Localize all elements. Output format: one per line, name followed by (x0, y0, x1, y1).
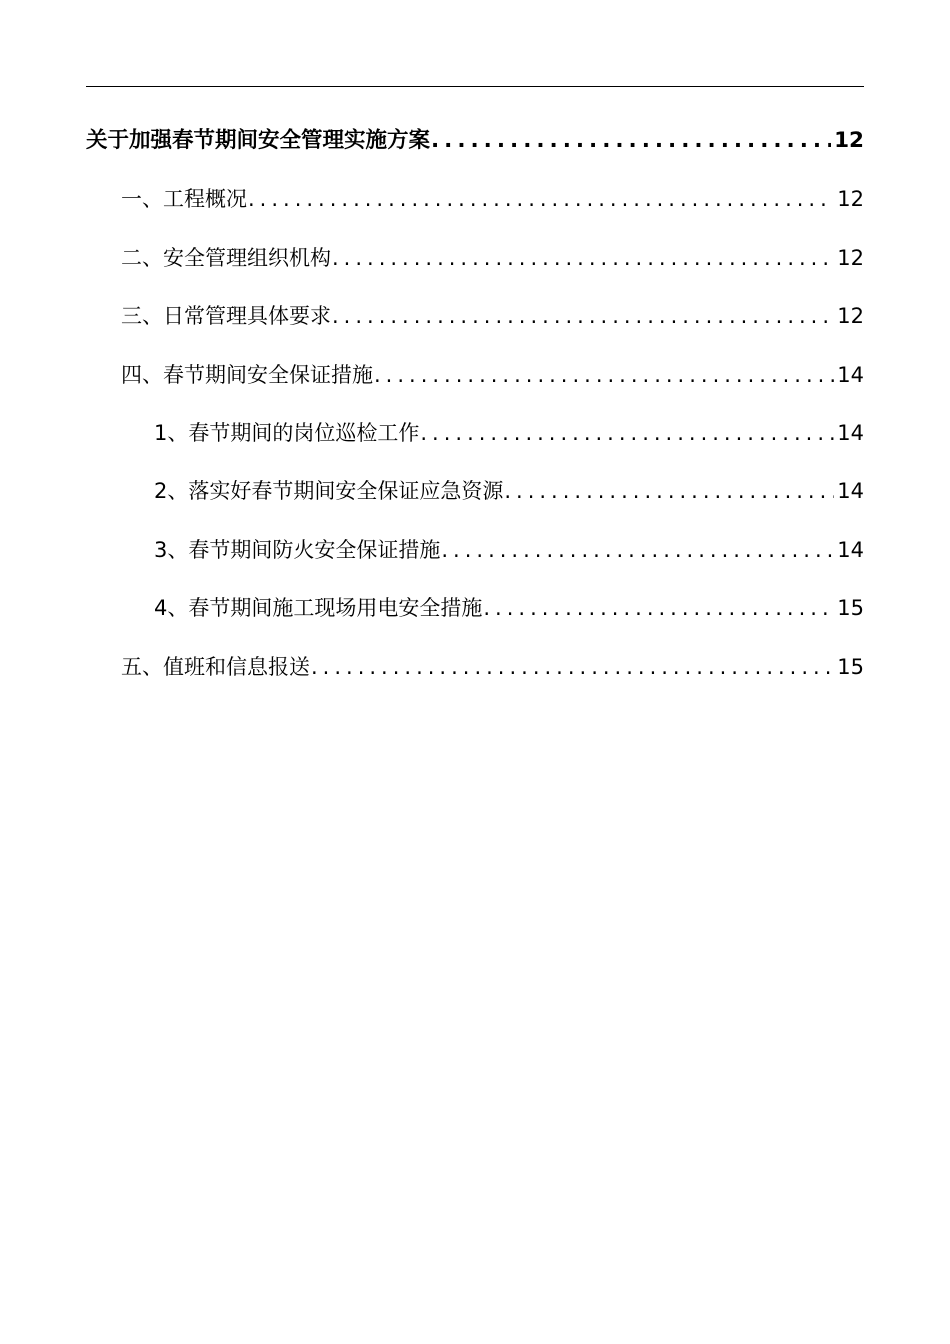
toc-entry[interactable] (86, 170, 864, 228)
toc-dot-leader (420, 404, 834, 462)
toc-entry[interactable] (86, 638, 864, 696)
toc-page-number: 14 (837, 479, 864, 504)
header-rule (86, 86, 864, 87)
toc-entry[interactable] (86, 579, 864, 637)
toc-page-number: 12 (837, 245, 864, 270)
toc-dot-leader (441, 521, 834, 579)
toc-entry-title: 四、春节期间安全保证措施 (121, 362, 373, 387)
toc-entry[interactable] (86, 462, 864, 520)
table-of-contents (86, 112, 864, 696)
toc-entry-title: 1、春节期间的岗位巡检工作 (154, 420, 420, 445)
toc-page-number: 12 (837, 304, 864, 329)
toc-dot-leader (332, 229, 834, 287)
toc-entry[interactable] (86, 521, 864, 579)
toc-page-number: 15 (837, 596, 864, 621)
toc-entry-title: 3、春节期间防火安全保证措施 (154, 537, 441, 562)
toc-dot-leader (374, 346, 834, 404)
toc-entry-title: 一、工程概况 (121, 187, 247, 212)
toc-entry[interactable] (86, 112, 864, 170)
toc-dot-leader (483, 579, 834, 637)
toc-entry[interactable] (86, 346, 864, 404)
toc-entry-title: 2、落实好春节期间安全保证应急资源 (154, 479, 504, 504)
toc-dot-leader (332, 287, 834, 345)
toc-entry[interactable] (86, 287, 864, 345)
toc-entry[interactable] (86, 404, 864, 462)
toc-page-number: 14 (837, 537, 864, 562)
toc-entry-title: 关于加强春节期间安全管理实施方案 (86, 128, 431, 153)
toc-entry-title: 三、日常管理具体要求 (121, 304, 331, 329)
toc-entry[interactable] (86, 229, 864, 287)
toc-entry-title: 五、值班和信息报送 (121, 654, 310, 679)
toc-page-number: 14 (837, 420, 864, 445)
toc-dot-leader (311, 638, 834, 696)
toc-page-number: 15 (837, 654, 864, 679)
toc-entry-title: 4、春节期间施工现场用电安全措施 (154, 596, 483, 621)
toc-dot-leader (431, 112, 831, 170)
toc-dot-leader (248, 170, 834, 228)
toc-page-number: 14 (837, 362, 864, 387)
toc-entry-title: 二、安全管理组织机构 (121, 245, 331, 270)
toc-dot-leader (504, 462, 834, 520)
toc-page-number: 12 (837, 187, 864, 212)
toc-page-number: 12 (834, 128, 864, 153)
